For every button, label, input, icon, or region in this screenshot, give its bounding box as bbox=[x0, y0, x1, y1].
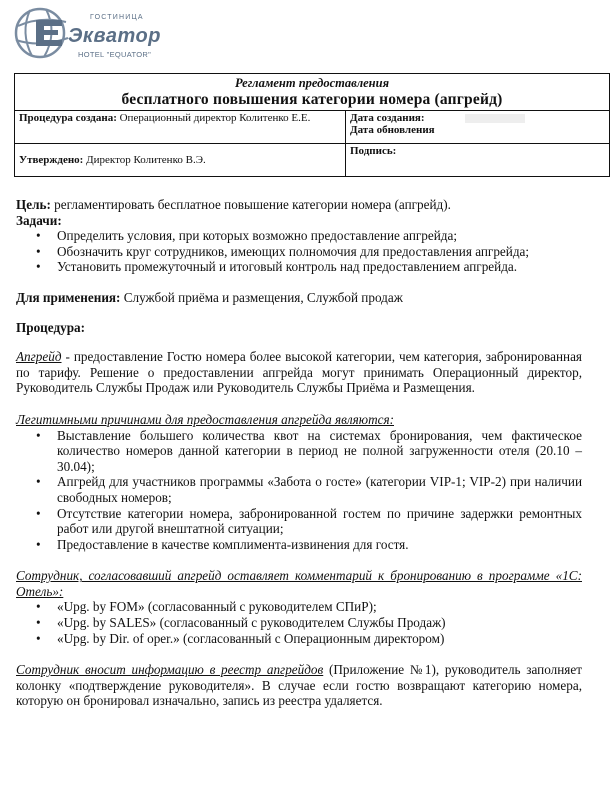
document-body bbox=[16, 197, 582, 709]
goal-paragraph bbox=[16, 197, 582, 213]
reasons-list bbox=[16, 428, 582, 553]
reasons-heading: Легитимными причинами для предоставления апгрейда являются: bbox=[16, 411, 394, 427]
hotel-logo bbox=[10, 2, 160, 64]
list-item: • «Upg. by FOM» (согласованный с руководителем СПиР); bbox=[16, 599, 582, 615]
definition-text: - предоставление Гостю номера более высокой категории, чем категория, забронированная по тарифу. Решение о предоставлении апгрейда могут принимать Операционный директор, Руководитель Службы Продаж или Руководитель Службы Приёма и Размещения. bbox=[16, 349, 582, 396]
list-item: • Выставление большего количества квот на системах бронирования, чем фактическое количество номеров данной категории в период не полной загруженности отеля (20.10 – 30.04); bbox=[16, 428, 582, 475]
document-title-line2: бесплатного повышения категории номера (апгрейд) bbox=[121, 91, 503, 108]
list-item: • Апгрейд для участников программы «Забота о госте» (категории VIP-1; VIP-2) при наличии свободных номеров; bbox=[16, 474, 582, 505]
created-by-value: Операционный директор Колитенко Е.Е. bbox=[119, 112, 311, 124]
approved-value: Директор Колитенко В.Э. bbox=[86, 154, 206, 166]
tasks-list bbox=[16, 228, 582, 275]
goal-text: регламентировать бесплатное повышение категории номера (апгрейд). bbox=[54, 197, 451, 212]
logo-subtitle: HOTEL "EQUATOR" bbox=[78, 50, 152, 59]
approved-cell bbox=[15, 144, 346, 177]
list-item: • «Upg. by SALES» (согласованный с руководителем Службы Продаж) bbox=[16, 615, 582, 631]
logo-name: Экватор bbox=[68, 25, 161, 47]
date-updated-label: Дата обновления bbox=[350, 124, 435, 136]
registry-text: (Приложение №1), руководитель заполняет колонку «подтверждение руководителя». В случае если гостю возвращают категорию номера, которую он бронировал изначально, запись из реестра удаляется. bbox=[16, 662, 582, 709]
approved-label: Утверждено: bbox=[19, 154, 84, 166]
document-title-line1: Регламент предоставления bbox=[234, 76, 390, 90]
application-text: Службой приёма и размещения, Службой продаж bbox=[123, 289, 403, 305]
tasks-label: Задачи: bbox=[16, 212, 62, 228]
application-paragraph bbox=[16, 290, 582, 306]
definition-paragraph bbox=[16, 349, 582, 396]
date-created-label: Дата создания: bbox=[350, 112, 425, 124]
registry-heading: Сотрудник вносит информацию в реестр апгрейдов bbox=[16, 662, 324, 678]
list-item: • Определить условия, при которых возможно предоставление апгрейда; bbox=[16, 228, 582, 244]
comments-list bbox=[16, 599, 582, 646]
goal-label: Цель: bbox=[16, 197, 51, 212]
application-label: Для применения: bbox=[16, 289, 121, 305]
created-by-label: Процедура создана: bbox=[19, 112, 117, 124]
date-redacted bbox=[465, 114, 525, 123]
signature-cell bbox=[346, 144, 610, 177]
registry-paragraph bbox=[16, 662, 582, 709]
comments-heading: Сотрудник, согласовавший апгрейд оставляет комментарий к бронированию в программе «1С: Отель»: bbox=[16, 568, 582, 599]
signature-label: Подпись: bbox=[350, 145, 397, 157]
document-header-table bbox=[14, 73, 610, 177]
definition-term: Апгрейд bbox=[16, 349, 62, 365]
list-item: • «Upg. by Dir. of oper.» (согласованный с Операционным директором) bbox=[16, 631, 582, 647]
list-item: • Предоставление в качестве комплимента-извинения для гостя. bbox=[16, 537, 582, 553]
list-item: • Отсутствие категории номера, забронированной гостем по причине задержки ремонтных работ или другой внештатной ситуации; bbox=[16, 506, 582, 537]
logo-top-text: ГОСТИНИЦА bbox=[90, 14, 144, 21]
procedure-label: Процедура: bbox=[16, 319, 86, 335]
list-item: • Обозначить круг сотрудников, имеющих полномочия для предоставления апгрейда; bbox=[16, 244, 582, 260]
dates-cell bbox=[346, 111, 610, 144]
title-cell bbox=[15, 74, 610, 111]
created-by-cell bbox=[15, 111, 346, 144]
list-item: • Установить промежуточный и итоговый контроль над предоставлением апгрейда. bbox=[16, 259, 582, 275]
